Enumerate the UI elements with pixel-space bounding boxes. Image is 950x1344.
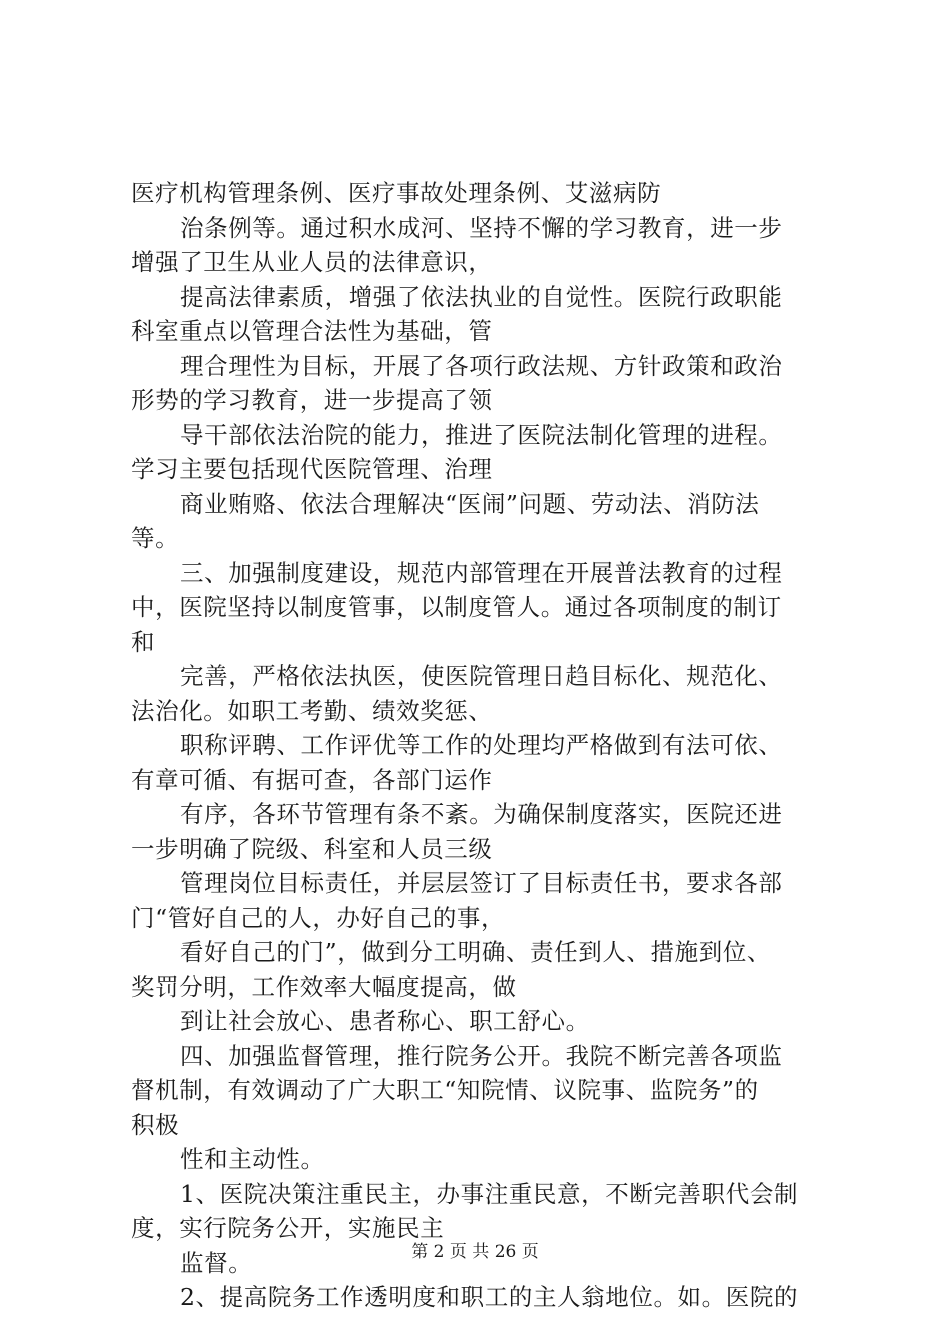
text-line: 三、加强制度建设，规范内部管理在开展普法教育的过程 (180, 558, 783, 587)
text-line: 提高法律素质，增强了依法执业的自觉性。医院行政职能 (180, 282, 783, 311)
text-line: 监督。 (180, 1248, 253, 1277)
text-line: 增强了卫生从业人员的法律意识， (131, 248, 493, 276)
text-line: 奖罚分明，工作效率大幅度提高，做 (131, 972, 517, 1001)
text-line: 导干部依法治院的能力，推进了医院法制化管理的进程。 (180, 420, 783, 449)
text-line: 有序，各环节管理有条不紊。为确保制度落实，医院还进 (180, 800, 783, 828)
text-line: 督机制，有效调动了广大职工“知院情、议院事、监院务”的 (131, 1076, 759, 1104)
document-body (131, 176, 831, 1315)
text-line: 完善，严格依法执医，使医院管理日趋目标化、规范化、 (180, 662, 783, 690)
text-line: 法治化。如职工考勤、绩效奖惩、 (131, 696, 493, 725)
text-line: 积极 (131, 1110, 180, 1139)
text-line: 等。 (131, 524, 180, 552)
text-line: 性和主动性。 (180, 1145, 325, 1173)
text-line: 理合理性为目标，开展了各项行政法规、方针政策和政治 (180, 351, 783, 380)
text-line: 门“管好自己的人，办好自己的事， (131, 903, 506, 932)
text-line: 有章可循、有据可查，各部门运作 (131, 765, 493, 794)
text-line: 一步明确了院级、科室和人员三级 (131, 834, 493, 863)
text-line: 中，医院坚持以制度管事，以制度管人。通过各项制度的制订 (131, 593, 782, 621)
text-line: 管理岗位目标责任，并层层签订了目标责任书，要求各部 (180, 869, 783, 897)
text-line: 四、加强监督管理，推行院务公开。我院不断完善各项监 (180, 1041, 783, 1070)
text-line: 商业贿赂、依法合理解决“医闹”问题、劳动法、消防法 (180, 489, 760, 518)
text-line: 1、医院决策注重民主，办事注重民意，不断完善职代会制 (180, 1179, 799, 1208)
text-line: 到让社会放心、患者称心、职工舒心。 (180, 1007, 590, 1035)
text-line: 科室重点以管理合法性为基础，管 (131, 317, 493, 345)
text-line: 度，实行院务公开，实施民主 (131, 1214, 445, 1242)
text-line: 形势的学习教育，进一步提高了领 (131, 386, 493, 414)
text-line: 职称评聘、工作评优等工作的处理均严格做到有法可依、 (180, 731, 783, 759)
text-line: 医疗机构管理条例、医疗事故处理条例、艾滋病防 (131, 179, 662, 207)
text-line: 学习主要包括现代医院管理、治理 (131, 455, 493, 483)
text-line: 和 (131, 627, 156, 656)
text-line: 治条例等。通过积水成河、坚持不懈的学习教育，进一步 (180, 213, 783, 242)
page-footer: 第 2 页 共 26 页 (411, 1242, 539, 1262)
text-line: 2、提高院务工作透明度和职工的主人翁地位。如。医院的 (180, 1283, 799, 1311)
text-line: 看好自己的门”，做到分工明确、责任到人、措施到位、 (180, 938, 772, 966)
